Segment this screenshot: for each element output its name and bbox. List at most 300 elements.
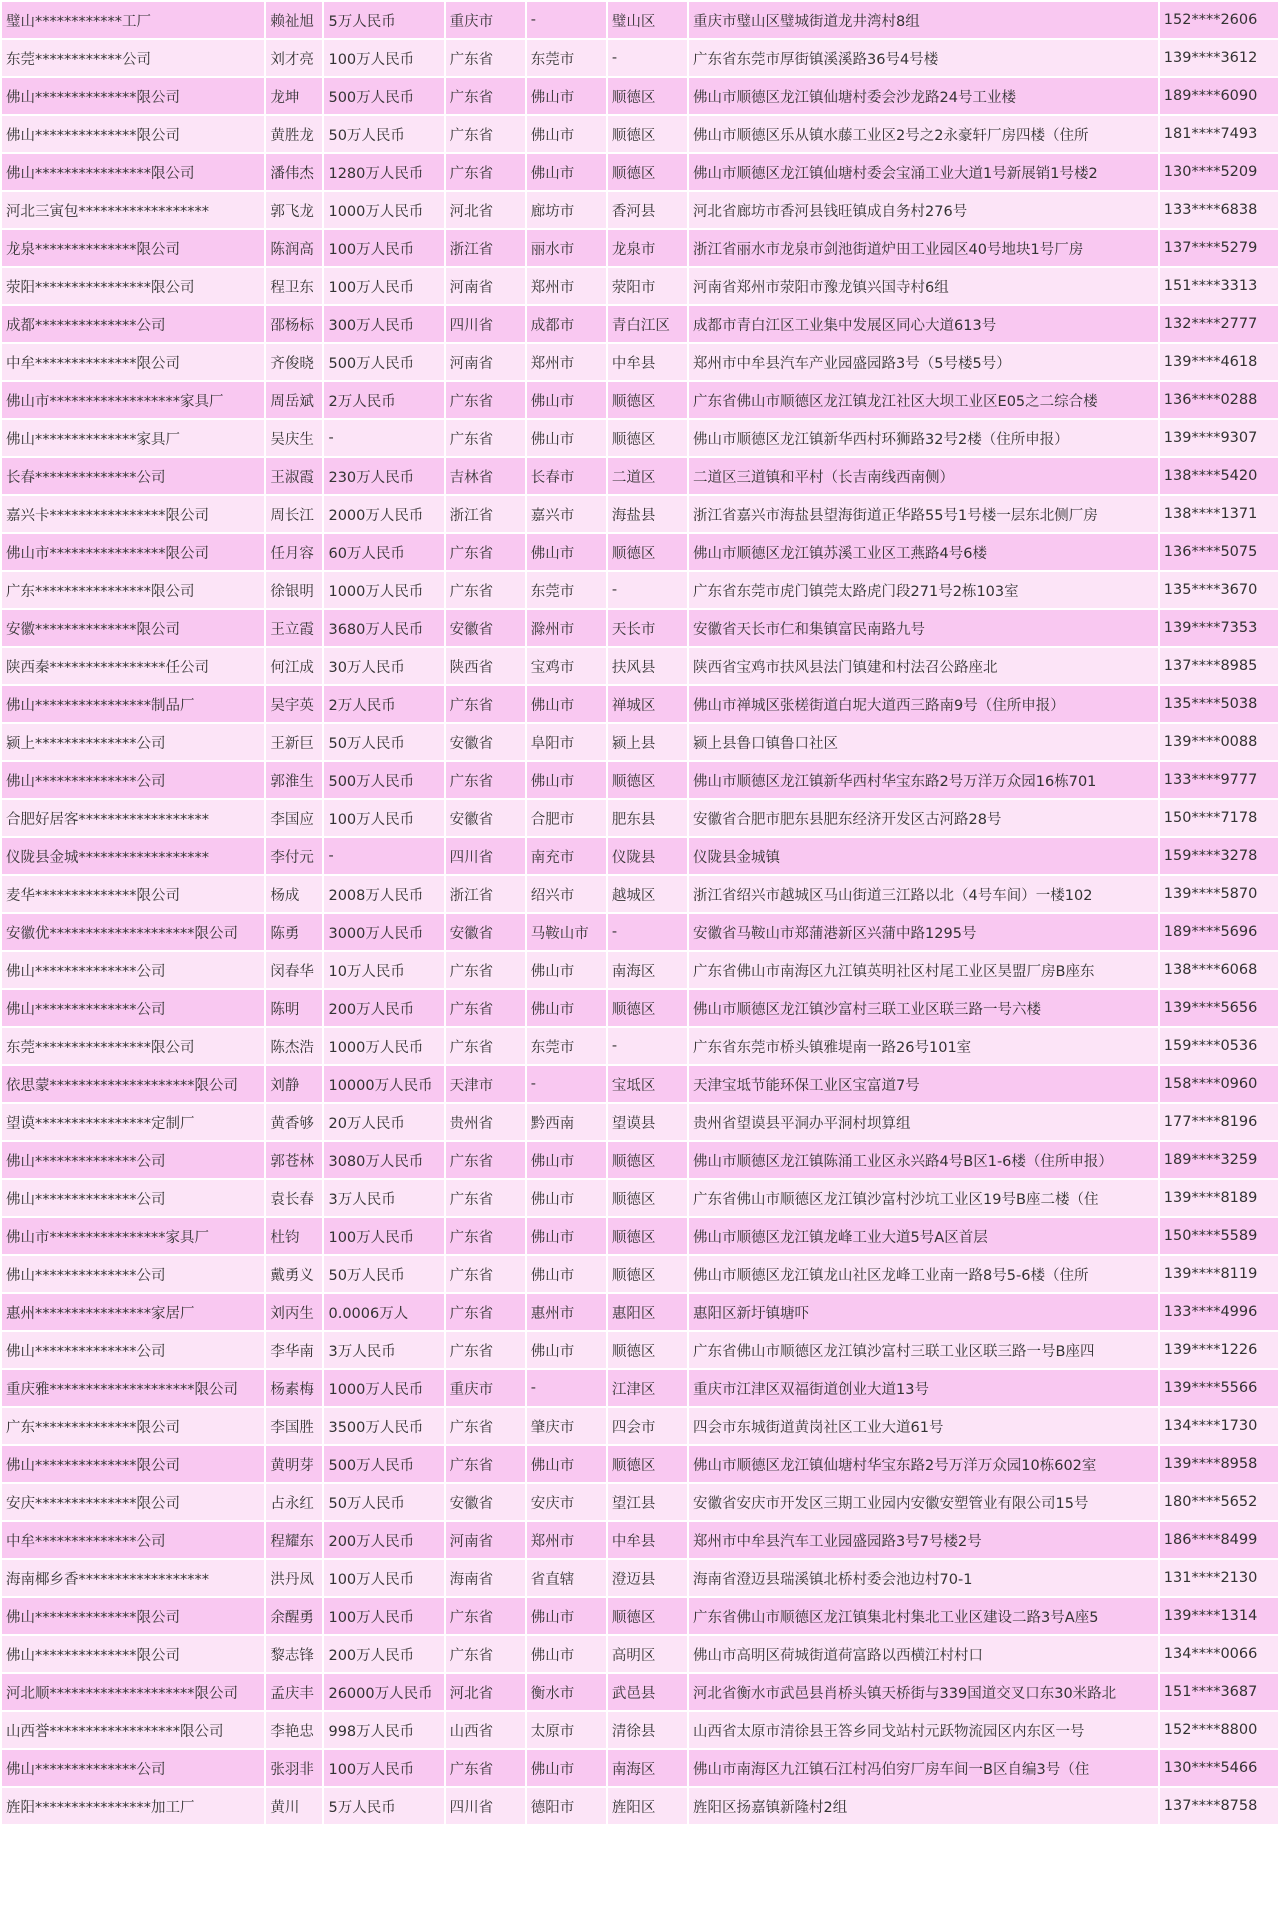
province-cell: 广东省: [446, 762, 525, 798]
capital-cell: 30万人民币: [324, 648, 443, 684]
table-row: [2, 1332, 1278, 1368]
capital-cell: 100万人民币: [324, 1218, 443, 1254]
district-cell: 高明区: [608, 1636, 687, 1672]
district-cell: 顺德区: [608, 1180, 687, 1216]
contact-name-cell: 黄川: [266, 1788, 322, 1824]
table-row: [2, 2, 1278, 38]
contact-name-cell: 刘丙生: [266, 1294, 322, 1330]
company-name-cell: 山西誉******************限公司: [2, 1712, 264, 1748]
company-name-cell: 佛山**************限公司: [2, 1446, 264, 1482]
capital-cell: 1280万人民币: [324, 154, 443, 190]
contact-name-cell: 郭飞龙: [266, 192, 322, 228]
province-cell: 安徽省: [446, 800, 525, 836]
company-name-cell: 佛山****************制品厂: [2, 686, 264, 722]
district-cell: -: [608, 1028, 687, 1064]
province-cell: 广东省: [446, 1142, 525, 1178]
contact-name-cell: 吴宇英: [266, 686, 322, 722]
contact-name-cell: 余醒勇: [266, 1598, 322, 1634]
table-row: [2, 1446, 1278, 1482]
district-cell: 顺德区: [608, 762, 687, 798]
company-name-cell: 佛山**************公司: [2, 1256, 264, 1292]
capital-cell: 0.0006万人: [324, 1294, 443, 1330]
province-cell: 浙江省: [446, 496, 525, 532]
province-cell: 天津市: [446, 1066, 525, 1102]
capital-cell: 1000万人民币: [324, 1370, 443, 1406]
address-cell: 天津宝坻节能环保工业区宝富道7号: [689, 1066, 1158, 1102]
table-row: [2, 1788, 1278, 1824]
company-name-cell: 成都**************公司: [2, 306, 264, 342]
address-cell: 陕西省宝鸡市扶风县法门镇建和村法召公路座北: [689, 648, 1158, 684]
contact-name-cell: 闵春华: [266, 952, 322, 988]
table-row: [2, 116, 1278, 152]
capital-cell: 300万人民币: [324, 306, 443, 342]
city-cell: 佛山市: [527, 686, 606, 722]
contact-name-cell: 李国应: [266, 800, 322, 836]
phone-cell: 151****3313: [1160, 268, 1278, 304]
contact-name-cell: 周长江: [266, 496, 322, 532]
contact-name-cell: 何江成: [266, 648, 322, 684]
contact-name-cell: 程卫东: [266, 268, 322, 304]
address-cell: 旌阳区扬嘉镇新隆村2组: [689, 1788, 1158, 1824]
contact-name-cell: 袁长春: [266, 1180, 322, 1216]
table-row: [2, 78, 1278, 114]
city-cell: 佛山市: [527, 534, 606, 570]
city-cell: 德阳市: [527, 1788, 606, 1824]
address-cell: 安徽省天长市仁和集镇富民南路九号: [689, 610, 1158, 646]
contact-name-cell: 黄明芽: [266, 1446, 322, 1482]
city-cell: 佛山市: [527, 420, 606, 456]
phone-cell: 137****8985: [1160, 648, 1278, 684]
city-cell: -: [527, 1370, 606, 1406]
capital-cell: 10万人民币: [324, 952, 443, 988]
city-cell: 长春市: [527, 458, 606, 494]
phone-cell: 139****4618: [1160, 344, 1278, 380]
address-cell: 佛山市禅城区张槎街道白坭大道西三路南9号（住所申报）: [689, 686, 1158, 722]
table-row: [2, 1180, 1278, 1216]
table-row: [2, 1522, 1278, 1558]
address-cell: 河北省衡水市武邑县肖桥头镇天桥街与339国道交叉口东30米路北: [689, 1674, 1158, 1710]
address-cell: 佛山市顺德区龙江镇新华西村环狮路32号2楼（住所申报）: [689, 420, 1158, 456]
table-row: [2, 1066, 1278, 1102]
address-cell: 广东省佛山市顺德区龙江镇集北村集北工业区建设二路3号A座5: [689, 1598, 1158, 1634]
phone-cell: 138****1371: [1160, 496, 1278, 532]
province-cell: 贵州省: [446, 1104, 525, 1140]
city-cell: 佛山市: [527, 1446, 606, 1482]
phone-cell: 133****4996: [1160, 1294, 1278, 1330]
contact-name-cell: 邵杨标: [266, 306, 322, 342]
phone-cell: 137****5279: [1160, 230, 1278, 266]
district-cell: 望江县: [608, 1484, 687, 1520]
phone-cell: 136****5075: [1160, 534, 1278, 570]
district-cell: 武邑县: [608, 1674, 687, 1710]
province-cell: 广东省: [446, 1750, 525, 1786]
city-cell: 廊坊市: [527, 192, 606, 228]
company-name-cell: 广东****************限公司: [2, 572, 264, 608]
district-cell: -: [608, 40, 687, 76]
table-row: [2, 420, 1278, 456]
province-cell: 广东省: [446, 78, 525, 114]
phone-cell: 139****0088: [1160, 724, 1278, 760]
city-cell: 佛山市: [527, 1142, 606, 1178]
contact-name-cell: 陈杰浩: [266, 1028, 322, 1064]
company-name-cell: 海南椰乡香******************: [2, 1560, 264, 1596]
table-row: [2, 1674, 1278, 1710]
city-cell: 郑州市: [527, 344, 606, 380]
city-cell: 佛山市: [527, 1750, 606, 1786]
district-cell: 扶风县: [608, 648, 687, 684]
province-cell: 广东省: [446, 1028, 525, 1064]
table-row: [2, 154, 1278, 190]
contact-name-cell: 龙坤: [266, 78, 322, 114]
phone-cell: 138****5420: [1160, 458, 1278, 494]
capital-cell: 50万人民币: [324, 1484, 443, 1520]
contact-name-cell: 戴勇义: [266, 1256, 322, 1292]
company-name-cell: 河北顺********************限公司: [2, 1674, 264, 1710]
capital-cell: 50万人民币: [324, 1256, 443, 1292]
capital-cell: 1000万人民币: [324, 1028, 443, 1064]
contact-name-cell: 程耀东: [266, 1522, 322, 1558]
table-row: [2, 1598, 1278, 1634]
phone-cell: 159****3278: [1160, 838, 1278, 874]
district-cell: 龙泉市: [608, 230, 687, 266]
capital-cell: 100万人民币: [324, 1560, 443, 1596]
table-row: [2, 382, 1278, 418]
city-cell: -: [527, 2, 606, 38]
phone-cell: 159****0536: [1160, 1028, 1278, 1064]
capital-cell: 100万人民币: [324, 800, 443, 836]
phone-cell: 189****5696: [1160, 914, 1278, 950]
contact-name-cell: 张羽非: [266, 1750, 322, 1786]
company-name-cell: 合肥好居客******************: [2, 800, 264, 836]
province-cell: 广东省: [446, 40, 525, 76]
company-name-cell: 佛山市****************限公司: [2, 534, 264, 570]
city-cell: 省直辖: [527, 1560, 606, 1596]
table-row: [2, 1560, 1278, 1596]
company-name-cell: 龙泉**************限公司: [2, 230, 264, 266]
contact-name-cell: 王立霞: [266, 610, 322, 646]
province-cell: 河北省: [446, 192, 525, 228]
table-row: [2, 40, 1278, 76]
contact-name-cell: 吴庆生: [266, 420, 322, 456]
table-row: [2, 914, 1278, 950]
address-cell: 佛山市顺德区龙江镇仙塘村委会宝涌工业大道1号新展销1号楼2: [689, 154, 1158, 190]
company-name-cell: 佛山**************公司: [2, 762, 264, 798]
district-cell: 宝坻区: [608, 1066, 687, 1102]
capital-cell: 3万人民币: [324, 1180, 443, 1216]
address-cell: 二道区三道镇和平村（长吉南线西南侧）: [689, 458, 1158, 494]
province-cell: 安徽省: [446, 724, 525, 760]
province-cell: 四川省: [446, 1788, 525, 1824]
table-row: [2, 1408, 1278, 1444]
capital-cell: 3000万人民币: [324, 914, 443, 950]
address-cell: 颍上县鲁口镇鲁口社区: [689, 724, 1158, 760]
table-row: [2, 1218, 1278, 1254]
capital-cell: 3680万人民币: [324, 610, 443, 646]
district-cell: 南海区: [608, 952, 687, 988]
city-cell: 安庆市: [527, 1484, 606, 1520]
contact-name-cell: 任月容: [266, 534, 322, 570]
table-row: [2, 1712, 1278, 1748]
company-name-cell: 东莞****************限公司: [2, 1028, 264, 1064]
phone-cell: 150****5589: [1160, 1218, 1278, 1254]
capital-cell: 100万人民币: [324, 40, 443, 76]
city-cell: 马鞍山市: [527, 914, 606, 950]
province-cell: 四川省: [446, 306, 525, 342]
district-cell: -: [608, 914, 687, 950]
contact-name-cell: 郭淮生: [266, 762, 322, 798]
city-cell: 合肥市: [527, 800, 606, 836]
phone-cell: 132****2777: [1160, 306, 1278, 342]
province-cell: 浙江省: [446, 876, 525, 912]
city-cell: 佛山市: [527, 382, 606, 418]
table-row: [2, 648, 1278, 684]
company-name-cell: 旌阳****************加工厂: [2, 1788, 264, 1824]
district-cell: 顺德区: [608, 1218, 687, 1254]
table-row: [2, 344, 1278, 380]
company-name-cell: 璧山************工厂: [2, 2, 264, 38]
phone-cell: 177****8196: [1160, 1104, 1278, 1140]
company-name-cell: 佛山**************公司: [2, 1750, 264, 1786]
company-name-cell: 佛山**************限公司: [2, 78, 264, 114]
capital-cell: -: [324, 838, 443, 874]
capital-cell: 3万人民币: [324, 1332, 443, 1368]
address-cell: 广东省东莞市桥头镇雅堤南一路26号101室: [689, 1028, 1158, 1064]
phone-cell: 139****3612: [1160, 40, 1278, 76]
address-cell: 成都市青白江区工业集中发展区同心大道613号: [689, 306, 1158, 342]
phone-cell: 151****3687: [1160, 1674, 1278, 1710]
phone-cell: 139****9307: [1160, 420, 1278, 456]
company-name-cell: 佛山****************限公司: [2, 154, 264, 190]
city-cell: 郑州市: [527, 1522, 606, 1558]
contact-name-cell: 李华南: [266, 1332, 322, 1368]
province-cell: 广东省: [446, 1636, 525, 1672]
province-cell: 广东省: [446, 382, 525, 418]
province-cell: 河南省: [446, 344, 525, 380]
table-row: [2, 686, 1278, 722]
district-cell: 天长市: [608, 610, 687, 646]
capital-cell: 500万人民币: [324, 78, 443, 114]
phone-cell: 130****5466: [1160, 1750, 1278, 1786]
district-cell: 顺德区: [608, 382, 687, 418]
city-cell: 太原市: [527, 1712, 606, 1748]
province-cell: 海南省: [446, 1560, 525, 1596]
address-cell: 佛山市顺德区龙江镇仙塘村委会沙龙路24号工业楼: [689, 78, 1158, 114]
table-row: [2, 1028, 1278, 1064]
address-cell: 佛山市顺德区乐从镇水藤工业区2号之2永豪轩厂房四楼（住所: [689, 116, 1158, 152]
city-cell: 阜阳市: [527, 724, 606, 760]
table-body: [2, 2, 1278, 1824]
phone-cell: 139****1314: [1160, 1598, 1278, 1634]
company-name-cell: 佛山**************公司: [2, 1332, 264, 1368]
contact-name-cell: 孟庆丰: [266, 1674, 322, 1710]
contact-name-cell: 杨素梅: [266, 1370, 322, 1406]
district-cell: 顺德区: [608, 78, 687, 114]
address-cell: 佛山市南海区九江镇石江村冯伯穷厂房车间一B区自编3号（住: [689, 1750, 1158, 1786]
city-cell: 惠州市: [527, 1294, 606, 1330]
phone-cell: 152****8800: [1160, 1712, 1278, 1748]
district-cell: 璧山区: [608, 2, 687, 38]
company-name-cell: 佛山**************限公司: [2, 1598, 264, 1634]
city-cell: 佛山市: [527, 116, 606, 152]
city-cell: 嘉兴市: [527, 496, 606, 532]
company-name-cell: 安庆**************限公司: [2, 1484, 264, 1520]
capital-cell: 10000万人民币: [324, 1066, 443, 1102]
city-cell: 佛山市: [527, 1256, 606, 1292]
contact-name-cell: 赖祉旭: [266, 2, 322, 38]
address-cell: 佛山市顺德区龙江镇龙峰工业大道5号A区首层: [689, 1218, 1158, 1254]
company-name-cell: 佛山**************公司: [2, 952, 264, 988]
phone-cell: 139****5870: [1160, 876, 1278, 912]
province-cell: 广东省: [446, 1294, 525, 1330]
district-cell: -: [608, 572, 687, 608]
district-cell: 四会市: [608, 1408, 687, 1444]
table-row: [2, 1104, 1278, 1140]
address-cell: 重庆市璧山区璧城街道龙井湾村8组: [689, 2, 1158, 38]
address-cell: 安徽省安庆市开发区三期工业园内安徽安塑管业有限公司15号: [689, 1484, 1158, 1520]
contact-name-cell: 黄胜龙: [266, 116, 322, 152]
address-cell: 安徽省合肥市肥东县肥东经济开发区古河路28号: [689, 800, 1158, 836]
phone-cell: 189****3259: [1160, 1142, 1278, 1178]
province-cell: 重庆市: [446, 1370, 525, 1406]
province-cell: 广东省: [446, 116, 525, 152]
address-cell: 山西省太原市清徐县王答乡同戈站村元跃物流园区内东区一号: [689, 1712, 1158, 1748]
address-cell: 浙江省绍兴市越城区马山街道三江路以北（4号车间）一楼102: [689, 876, 1158, 912]
capital-cell: 998万人民币: [324, 1712, 443, 1748]
contact-name-cell: 王新巨: [266, 724, 322, 760]
address-cell: 佛山市高明区荷城街道荷富路以西横江村村口: [689, 1636, 1158, 1672]
capital-cell: 3500万人民币: [324, 1408, 443, 1444]
city-cell: 东莞市: [527, 572, 606, 608]
table-row: [2, 192, 1278, 228]
table-row: [2, 268, 1278, 304]
table-row: [2, 1142, 1278, 1178]
capital-cell: 200万人民币: [324, 1522, 443, 1558]
district-cell: 中牟县: [608, 344, 687, 380]
district-cell: 二道区: [608, 458, 687, 494]
address-cell: 广东省佛山市顺德区龙江镇龙江社区大坝工业区E05之二综合楼: [689, 382, 1158, 418]
province-cell: 河南省: [446, 1522, 525, 1558]
district-cell: 顺德区: [608, 1598, 687, 1634]
phone-cell: 133****6838: [1160, 192, 1278, 228]
city-cell: 绍兴市: [527, 876, 606, 912]
address-cell: 浙江省嘉兴市海盐县望海街道正华路55号1号楼一层东北侧厂房: [689, 496, 1158, 532]
address-cell: 浙江省丽水市龙泉市剑池街道炉田工业园区40号地块1号厂房: [689, 230, 1158, 266]
company-name-cell: 中牟**************公司: [2, 1522, 264, 1558]
city-cell: 郑州市: [527, 268, 606, 304]
contact-name-cell: 刘静: [266, 1066, 322, 1102]
phone-cell: 189****6090: [1160, 78, 1278, 114]
province-cell: 广东省: [446, 154, 525, 190]
district-cell: 顺德区: [608, 534, 687, 570]
address-cell: 佛山市顺德区龙江镇沙富村三联工业区联三路一号六楼: [689, 990, 1158, 1026]
province-cell: 陕西省: [446, 648, 525, 684]
company-name-cell: 河北三寅包******************: [2, 192, 264, 228]
address-cell: 郑州市中牟县汽车工业园盛园路3号7号楼2号: [689, 1522, 1158, 1558]
address-cell: 四会市东城街道黄岗社区工业大道61号: [689, 1408, 1158, 1444]
phone-cell: 130****5209: [1160, 154, 1278, 190]
capital-cell: 5万人民币: [324, 2, 443, 38]
capital-cell: 500万人民币: [324, 762, 443, 798]
company-name-cell: 依思蒙********************限公司: [2, 1066, 264, 1102]
address-cell: 郑州市中牟县汽车产业园盛园路3号（5号楼5号）: [689, 344, 1158, 380]
table-row: [2, 838, 1278, 874]
capital-cell: 60万人民币: [324, 534, 443, 570]
table-row: [2, 572, 1278, 608]
province-cell: 安徽省: [446, 914, 525, 950]
capital-cell: 100万人民币: [324, 230, 443, 266]
contact-name-cell: 陈勇: [266, 914, 322, 950]
city-cell: 佛山市: [527, 154, 606, 190]
address-cell: 河北省廊坊市香河县钱旺镇成自务村276号: [689, 192, 1158, 228]
capital-cell: 100万人民币: [324, 268, 443, 304]
province-cell: 广东省: [446, 1218, 525, 1254]
company-name-cell: 重庆雅********************限公司: [2, 1370, 264, 1406]
phone-cell: 139****5656: [1160, 990, 1278, 1026]
district-cell: 顺德区: [608, 1256, 687, 1292]
phone-cell: 136****0288: [1160, 382, 1278, 418]
district-cell: 荥阳市: [608, 268, 687, 304]
capital-cell: 500万人民币: [324, 1446, 443, 1482]
city-cell: 滁州市: [527, 610, 606, 646]
phone-cell: 139****8189: [1160, 1180, 1278, 1216]
city-cell: 佛山市: [527, 1598, 606, 1634]
district-cell: 顺德区: [608, 154, 687, 190]
company-name-cell: 佛山**************公司: [2, 1180, 264, 1216]
district-cell: 顺德区: [608, 116, 687, 152]
address-cell: 仪陇县金城镇: [689, 838, 1158, 874]
capital-cell: 1000万人民币: [324, 572, 443, 608]
phone-cell: 137****8758: [1160, 1788, 1278, 1824]
address-cell: 佛山市顺德区龙江镇龙山社区龙峰工业南一路8号5-6楼（住所: [689, 1256, 1158, 1292]
district-cell: 顺德区: [608, 1142, 687, 1178]
district-cell: 顺德区: [608, 990, 687, 1026]
table-row: [2, 1750, 1278, 1786]
address-cell: 佛山市顺德区龙江镇陈涌工业区永兴路4号B区1-6楼（住所申报）: [689, 1142, 1158, 1178]
table-row: [2, 496, 1278, 532]
company-name-cell: 嘉兴卡****************限公司: [2, 496, 264, 532]
province-cell: 浙江省: [446, 230, 525, 266]
phone-cell: 134****1730: [1160, 1408, 1278, 1444]
company-name-cell: 佛山**************限公司: [2, 1636, 264, 1672]
table-row: [2, 610, 1278, 646]
province-cell: 广东省: [446, 1180, 525, 1216]
capital-cell: 100万人民币: [324, 1598, 443, 1634]
contact-name-cell: 李艳忠: [266, 1712, 322, 1748]
contact-name-cell: 杨成: [266, 876, 322, 912]
phone-cell: 186****8499: [1160, 1522, 1278, 1558]
table-row: [2, 1256, 1278, 1292]
city-cell: 佛山市: [527, 1636, 606, 1672]
city-cell: 衡水市: [527, 1674, 606, 1710]
capital-cell: 500万人民币: [324, 344, 443, 380]
table-row: [2, 1294, 1278, 1330]
address-cell: 佛山市顺德区龙江镇苏溪工业区工燕路4号6楼: [689, 534, 1158, 570]
contact-name-cell: 黎志锋: [266, 1636, 322, 1672]
address-cell: 广东省佛山市顺德区龙江镇沙富村沙坑工业区19号B座二楼（住: [689, 1180, 1158, 1216]
city-cell: 成都市: [527, 306, 606, 342]
capital-cell: 200万人民币: [324, 1636, 443, 1672]
table-row: [2, 1370, 1278, 1406]
company-name-cell: 佛山**************家具厂: [2, 420, 264, 456]
capital-cell: 3080万人民币: [324, 1142, 443, 1178]
province-cell: 广东省: [446, 686, 525, 722]
district-cell: 旌阳区: [608, 1788, 687, 1824]
district-cell: 仪陇县: [608, 838, 687, 874]
district-cell: 顺德区: [608, 420, 687, 456]
table-row: [2, 990, 1278, 1026]
province-cell: 广东省: [446, 1332, 525, 1368]
phone-cell: 139****7353: [1160, 610, 1278, 646]
